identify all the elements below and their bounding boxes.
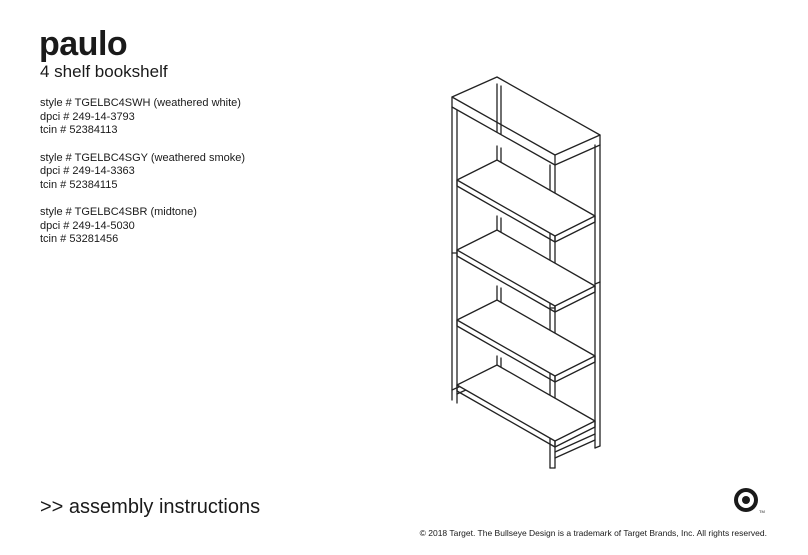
assembly-instructions-link[interactable]: >> assembly instructions <box>40 496 261 518</box>
variant-style: style # TGELBC4SBR (midtone) <box>40 206 197 218</box>
bullseye-logo-icon <box>732 485 765 515</box>
variant-list <box>40 97 245 261</box>
trademark-mark: TM <box>759 509 765 514</box>
variant-style: style # TGELBC4SGY (weathered smoke) <box>40 151 246 164</box>
copyright-notice: © 2018 Target. The Bullseye Design is a trademark of Target Brands, Inc. All rights reserved. <box>419 528 767 538</box>
variant-tcin: tcin # 52384113 <box>40 124 118 136</box>
variant-dpci: dpci # 249-14-3793 <box>40 110 135 123</box>
variant-tcin: tcin # 53281456 <box>40 233 119 245</box>
variant-item <box>40 97 245 138</box>
product-name: paulo <box>39 25 128 63</box>
variant-item <box>40 206 245 247</box>
variant-dpci: dpci # 249-14-5030 <box>40 219 135 232</box>
variant-dpci: dpci # 249-14-3363 <box>40 165 135 177</box>
variant-style: style # TGELBC4SWH (weathered white) <box>40 97 241 109</box>
bookshelf-illustration-icon <box>435 70 610 475</box>
product-description: 4 shelf bookshelf <box>40 62 168 81</box>
variant-tcin: tcin # 52384115 <box>40 178 118 191</box>
variant-item <box>40 152 245 193</box>
